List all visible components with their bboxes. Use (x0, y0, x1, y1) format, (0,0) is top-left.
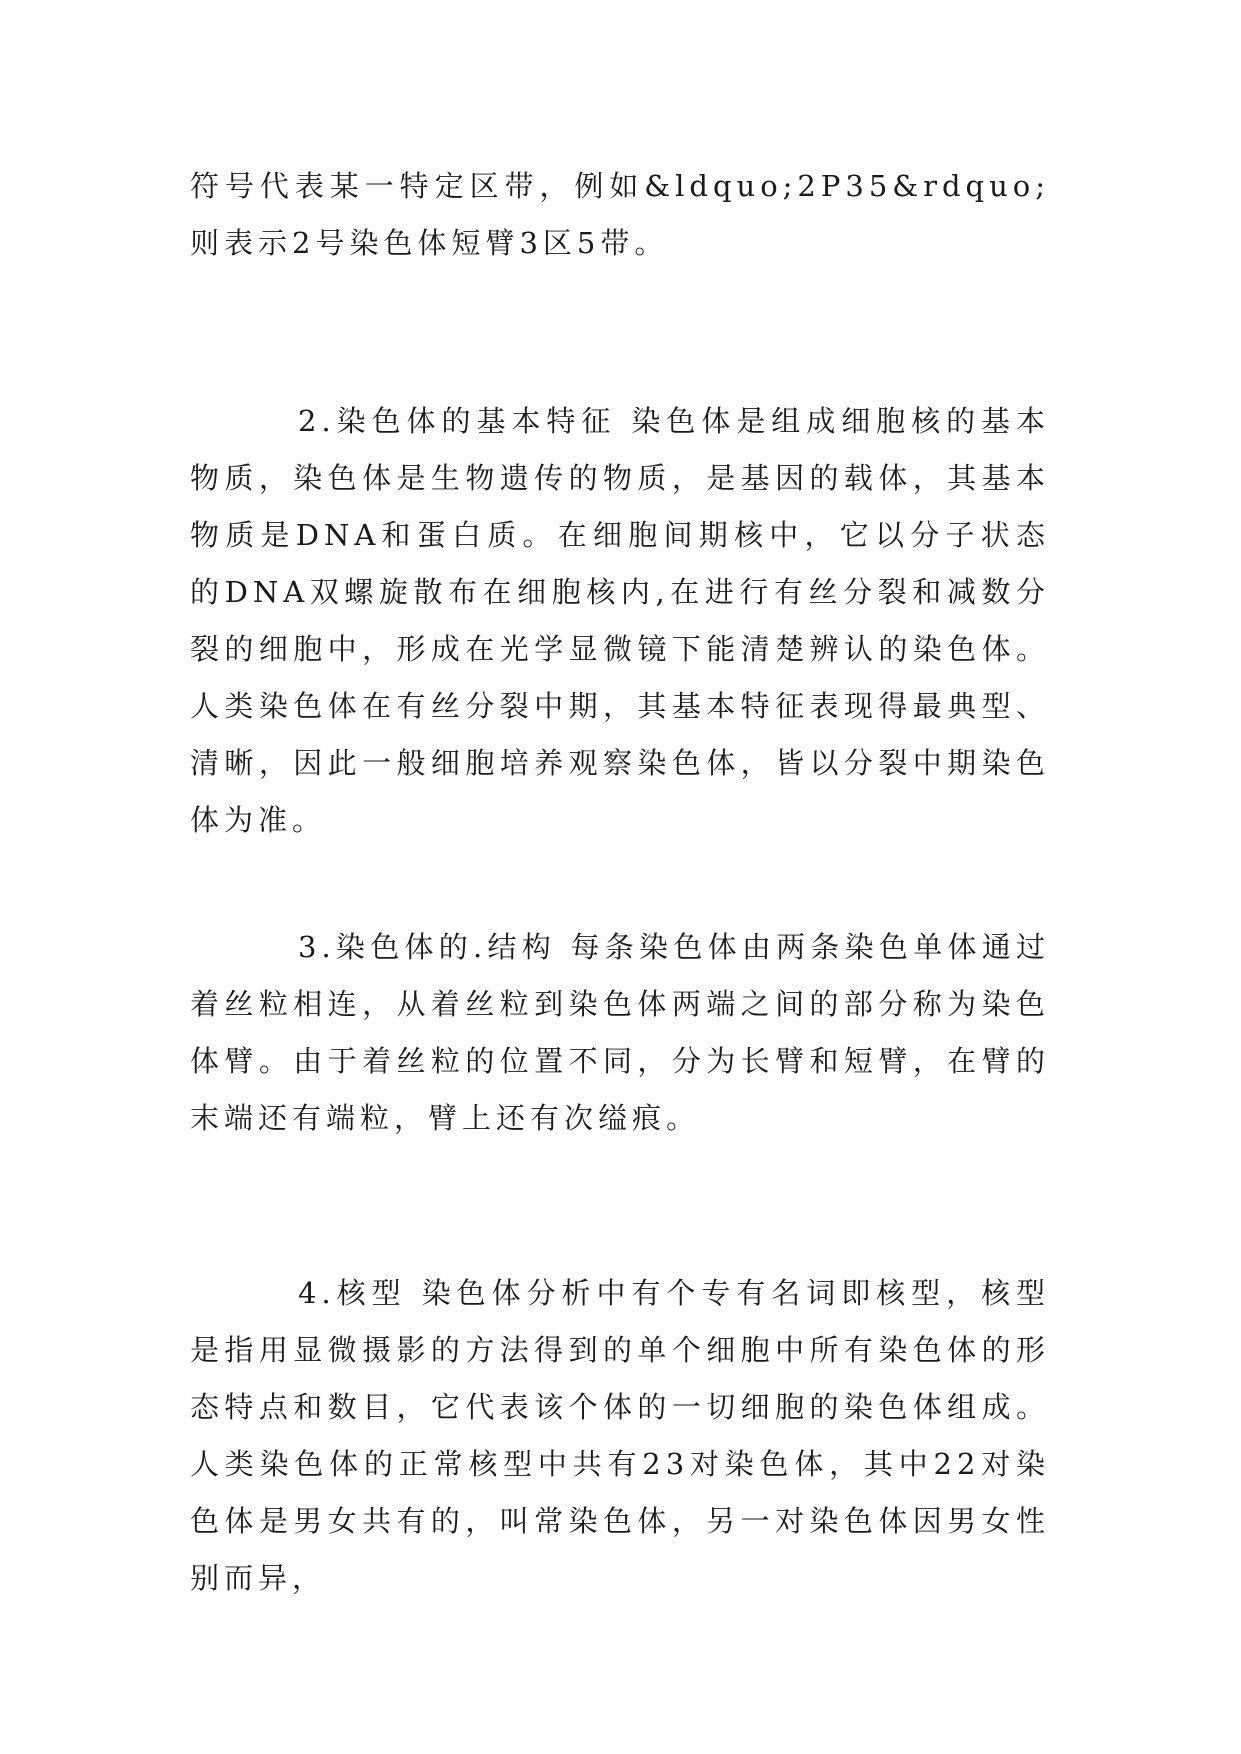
paragraph-karyotype: 4.核型 染色体分析中有个专有名词即核型，核型是指用显微摄影的方法得到的单个细胞中所有染色体的形态特点和数目，它代表该个体的一切细胞的染色体组成。人类染色体的正常核型中共有23对染色体，其中22对染色体是男女共有的，叫常染色体，另一对染色体因男女性别而异， (190, 1276, 1050, 1595)
paragraph-chromosome-features: 2.染色体的基本特征 染色体是组成细胞核的基本物质，染色体是生物遗传的物质，是基因的载体，其基本物质是DNA和蛋白质。在细胞间期核中，它以分子状态的DNA双螺旋散布在细胞核内,在进行有丝分裂和减数分裂的细胞中，形成在光学显微镜下能清楚辨认的染色体。人类染色体在有丝分裂中期，其基本特征表现得最典型、清晰，因此一般细胞培养观察染色体，皆以分裂中期染色体为准。 (190, 404, 1050, 837)
paragraph-band-notation: 符号代表某一特定区带，例如&ldquo;2P35&rdquo;则表示2号染色体短臂3区5带。 (190, 169, 1050, 260)
paragraph-chromosome-structure: 3.染色体的.结构 每条染色体由两条染色单体通过着丝粒相连，从着丝粒到染色体两端之间的部分称为染色体臂。由于着丝粒的位置不同，分为长臂和短臂，在臂的末端还有端粒，臂上还有次缢痕。 (190, 930, 1050, 1135)
